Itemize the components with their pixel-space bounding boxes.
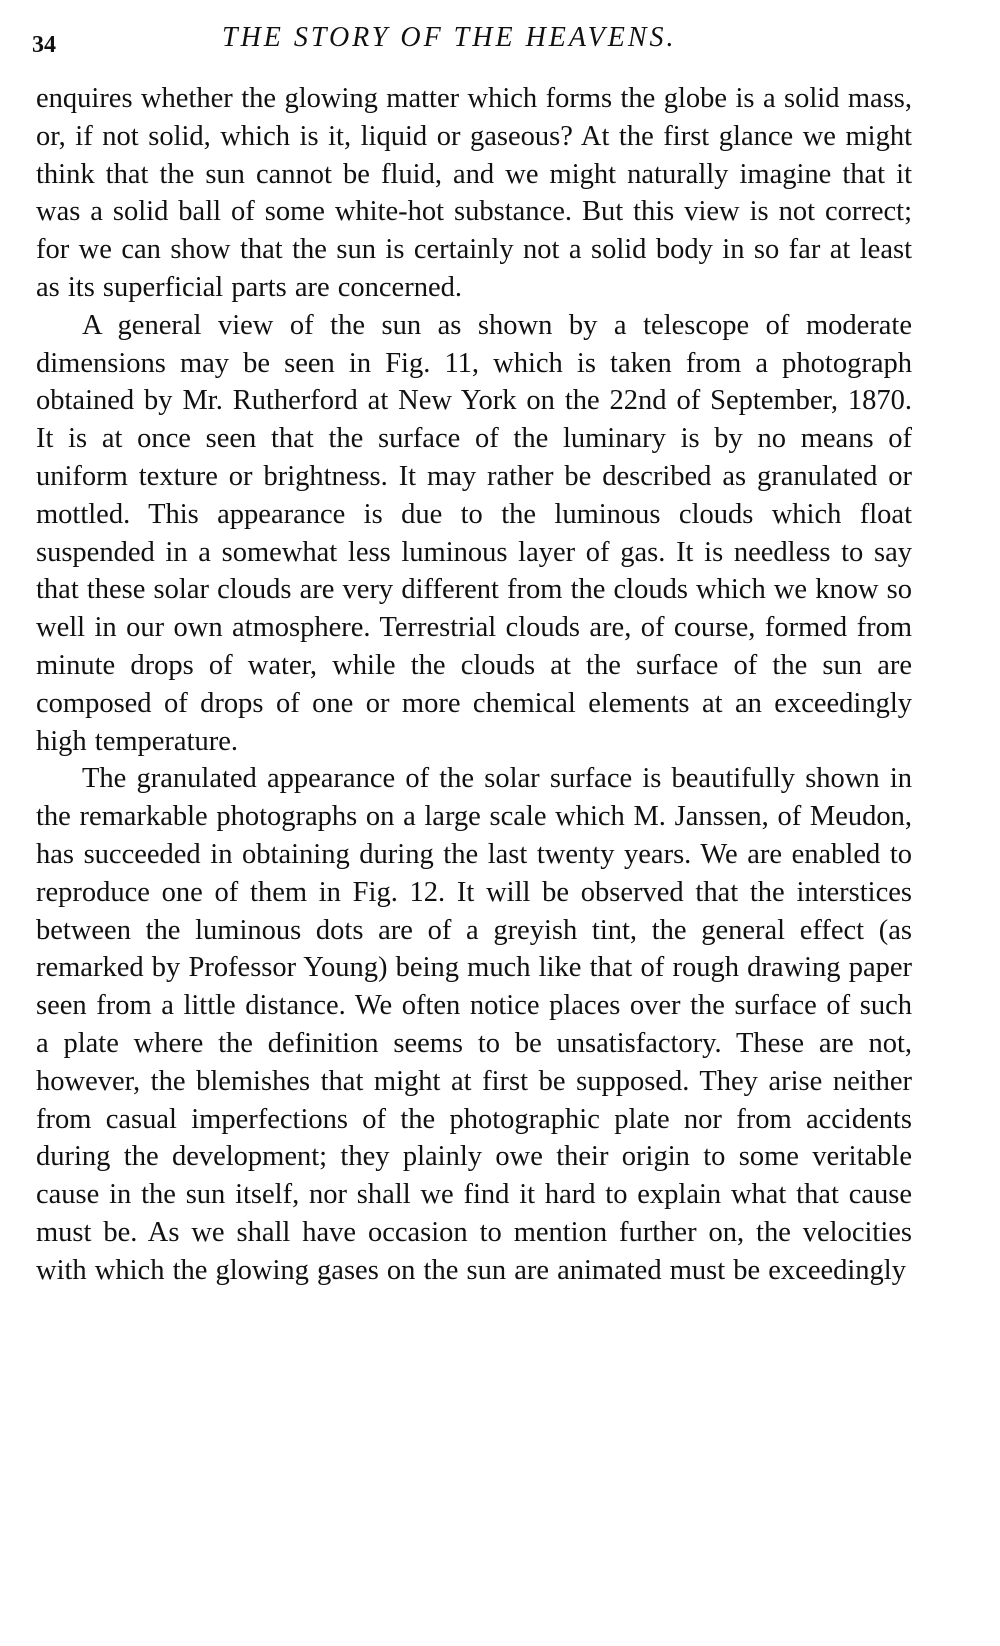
paragraph-continued: enquires whether the glowing matter which forms the globe is a solid mass, or, if not solid, which is it, liquid or gaseous? At the first glance we might think that the sun cannot be fluid, and we might naturally imagine that it was a solid ball of some white-hot substance. But this view is not correct; for we can show that the sun is certainly not a solid body in so far at least as its superficial parts are concerned. xyxy=(36,83,912,303)
paragraph: A general view of the sun as shown by a telescope of moderate dimensions may be seen in Fig. 11, which is taken from a photograph obtained by Mr. Rutherford at New York on the 22nd of September, 1870. It is at once seen that the surface of the luminary is by no means of uniform texture or brightness. It may rather be described as granulated or mottled. This appearance is due to the luminous clouds which float suspended in a somewhat less luminous layer of gas. It is needless to say that these solar clouds are very different from the clouds which we know so well in our own atmosphere. Terrestrial clouds are, of course, formed from minute drops of water, while the clouds at the surface of the sun are composed of drops of one or more chemical elements at an exceedingly high temperature. xyxy=(36,309,912,757)
paragraph: The granulated appearance of the solar surface is beautifully shown in the remarkable photographs on a large scale which M. Janssen, of Meudon, has succeeded in obtaining during the last twenty years. We are enabled to reproduce one of them in Fig. 12. It will be observed that the interstices between the luminous dots are of a greyish tint, the general effect (as remarked by Professor Young) being much like that of rough drawing paper seen from a little distance. We often notice places over the surface of such a plate where the definition seems to be unsatisfactory. These are not, however, the blemishes that might at first be supposed. They arise neither from casual imperfections of the photographic plate nor from accidents during the development; they plainly owe their origin to some veritable cause in the sun itself, nor shall we find it hard to explain what that cause must be. As we shall have occasion to mention further on, the velocities with which the glowing gases on the sun are animated must be exceedingly xyxy=(36,763,912,1286)
body-text xyxy=(36,80,912,1290)
page-number: 34 xyxy=(32,32,56,58)
running-title: THE STORY OF THE HEAVENS. xyxy=(222,22,677,53)
page-header xyxy=(32,22,952,62)
